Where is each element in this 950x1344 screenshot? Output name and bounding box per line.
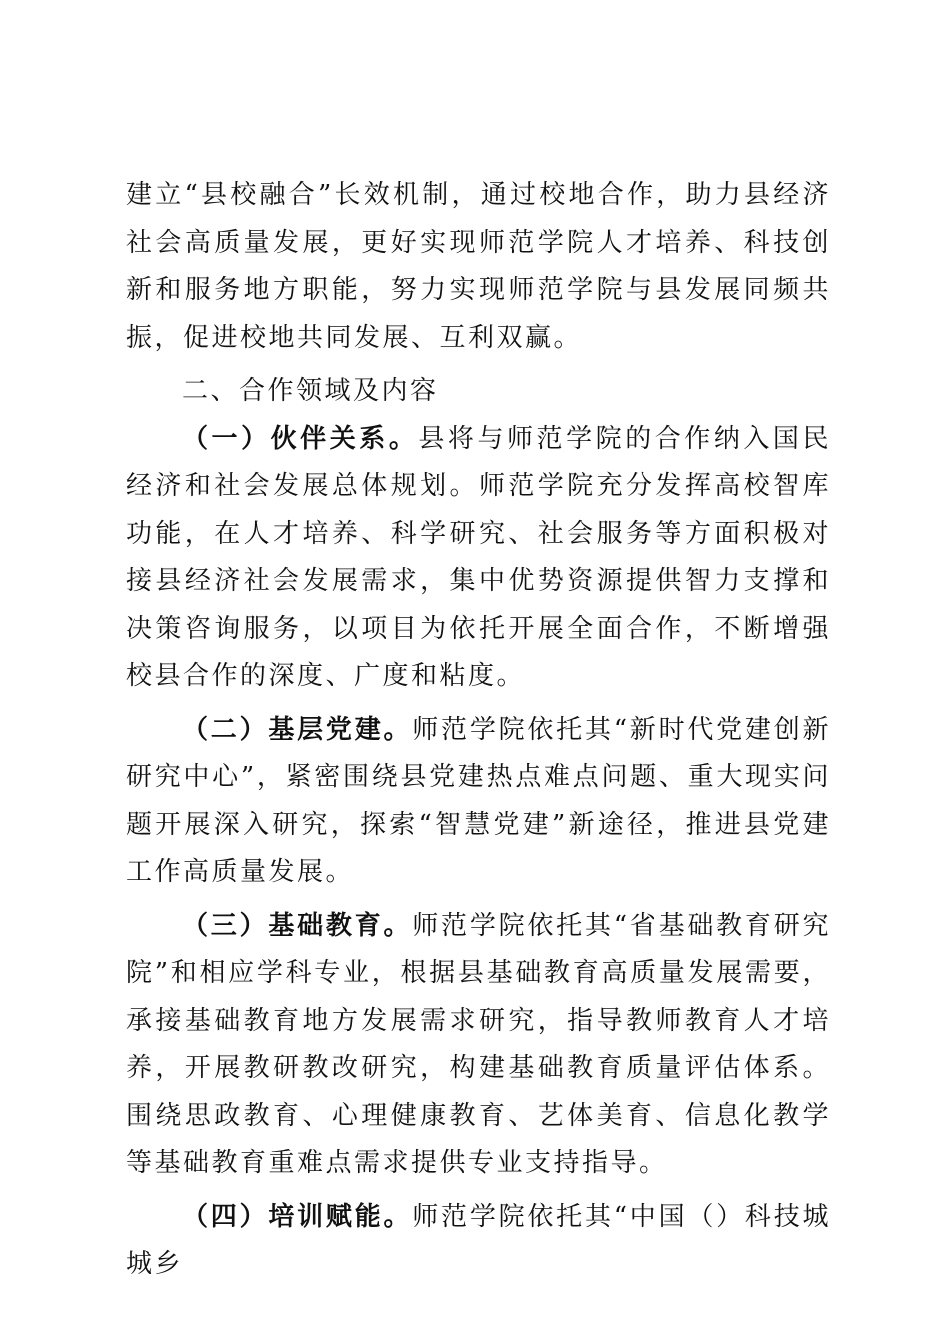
document-body xyxy=(126,172,831,1289)
paragraph-lead: （二）基层党建。 xyxy=(182,714,413,745)
paragraph-text: 师范学院依托其“新时代党建创新研究中心”，紧密围绕县党建热点难点问题、重大现实问题开展深入研究，探索“智慧党建”新途径，推进县党建工作高质量发展。 xyxy=(126,714,831,887)
paragraph-basic-education xyxy=(126,903,831,1188)
paragraph-text: 建立“县校融合”长效机制，通过校地合作，助力县经济社会高质量发展，更好实现师范学院人才培养、科技创新和服务地方职能，努力实现师范学院与县发展同频共振，促进校地共同发展、互利双赢。 xyxy=(126,180,831,353)
paragraph-intro-continued xyxy=(126,172,831,362)
paragraph-lead: （三）基础教育。 xyxy=(182,910,413,941)
paragraph-training xyxy=(126,1194,831,1289)
paragraph-partnership xyxy=(126,416,831,701)
paragraph-lead: （一）伙伴关系。 xyxy=(182,423,419,454)
paragraph-lead: （四）培训赋能。 xyxy=(182,1201,413,1232)
paragraph-party-building xyxy=(126,707,831,897)
section-heading-text: 二、合作领域及内容 xyxy=(182,376,439,406)
section-heading xyxy=(126,368,831,416)
paragraph-text: 师范学院依托其“中国（）科技城城乡 xyxy=(126,1201,831,1279)
paragraph-text: 师范学院依托其“省基础教育研究院”和相应学科专业，根据县基础教育高质量发展需要，承接基础教育地方发展需求研究，指导教师教育人才培养，开展教研教改研究，构建基础教育质量评估体系。围绕思政教育、心理健康教育、艺体美育、信息化教学等基础教育重难点需求提供专业支持指导。 xyxy=(126,910,831,1178)
paragraph-text: 县将与师范学院的合作纳入国民经济和社会发展总体规划。师范学院充分发挥高校智库功能，在人才培养、科学研究、社会服务等方面积极对接县经济社会发展需求，集中优势资源提供智力支撑和决策咨询服务，以项目为依托开展全面合作，不断增强校县合作的深度、广度和粘度。 xyxy=(126,423,831,691)
